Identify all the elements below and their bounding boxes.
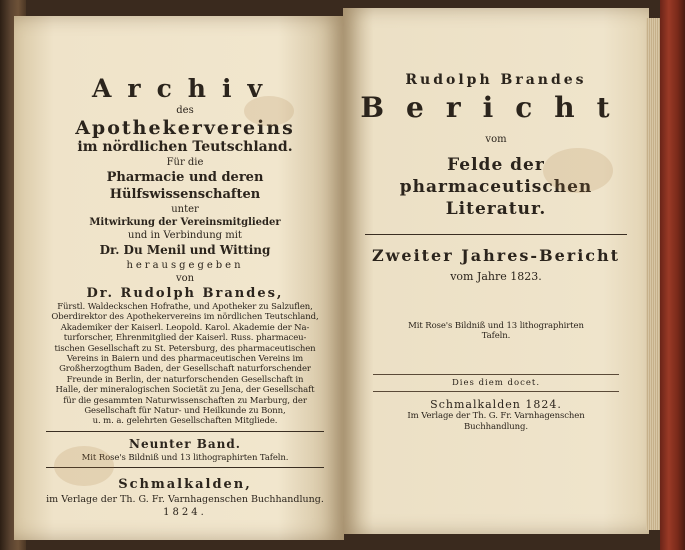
divider-rule [373, 374, 619, 375]
paper-stain [54, 446, 114, 486]
in-verbindung-line: und in Verbindung mit [128, 230, 242, 241]
editor-titles-block [40, 302, 330, 427]
paper-stain [244, 96, 294, 126]
editor-title-line: Fürstl. Waldeckschen Hofrathe, und Apotheker zu Salzuflen, [57, 302, 313, 312]
plates-line: Mit Rose's Bildniß und 13 lithographirten Tafeln. [81, 452, 289, 463]
editor-name: Dr. Rudolph Brandes, [86, 286, 284, 301]
right-cover [660, 0, 685, 550]
archive-title: Archiv [92, 74, 278, 103]
coeditors-line: Dr. Du Menil und Witting [99, 243, 271, 257]
association-name: Apothekervereins [75, 117, 295, 139]
report-title: Bericht [360, 91, 632, 124]
field-line-1: Felde der pharmaceutischen [399, 155, 593, 197]
editor-title-line: Halle, der mineralogischen Societät zu Jena, der Gesellschaft [55, 385, 315, 396]
right-title-page [343, 8, 649, 534]
editor-title-line: für die gesammten Naturwissenschaften zu Marburg, der [63, 395, 307, 406]
plates-line-2: Tafeln. [481, 331, 511, 342]
field-line: Pharmacie und deren Hülfswissenschaften [106, 170, 264, 202]
paper-stain [543, 148, 613, 193]
report-year-line: vom Jahre 1823. [450, 270, 542, 283]
editor-title-line: Großherzogthum Baden, der Gesellschaft naturforschender [59, 364, 311, 375]
place-line: Schmalkalden, [118, 477, 252, 493]
publisher-line: im Verlage der Th. G. Fr. Varnhagenschen Buchhandlung. [46, 494, 324, 506]
des-line: des [176, 105, 194, 116]
publisher-line-1: Im Verlage der Th. G. Fr. Varnhagenschen [407, 411, 585, 422]
author-line: Rudolph Brandes [405, 72, 587, 88]
motto-line: Dies diem docet. [451, 377, 541, 388]
vom-line: vom [485, 134, 507, 145]
place-year-line: Schmalkalden 1824. [430, 398, 562, 412]
herausgegeben-line: herausgegeben [126, 260, 244, 271]
editor-title-line: u. m. a. gelehrten Gesellschaften Mitgliede. [92, 416, 278, 427]
fuer-die-line: Für die [166, 157, 204, 168]
divider-rule [46, 431, 324, 432]
editor-title-line: turforscher, Ehrenmitglied der Kaiserl. Russ. pharmaceu- [63, 333, 307, 344]
editor-title-line: tischen Gesellschaft zu St. Petersburg, des pharmaceutischen [54, 343, 316, 354]
cooperation-line: Mitwirkung der Vereinsmitglieder [89, 217, 281, 228]
left-title-page [14, 16, 344, 540]
divider-rule [373, 391, 619, 392]
editor-title-line: Freunde in Berlin, der naturforschenden Gesellschaft in [66, 374, 304, 385]
field-line-2: Literatur. [445, 199, 547, 219]
editor-title-line: Vereins in Baiern und des pharmaceutischen Vereins im [66, 354, 304, 365]
plates-line-1: Mit Rose's Bildniß und 13 lithographirten [408, 321, 584, 331]
editor-title-line: Gesellschaft für Natur- und Heilkunde zu Bonn, [84, 406, 286, 417]
year-line: 1824. [163, 507, 207, 519]
unter-line: unter [171, 204, 199, 215]
volume-line: Neunter Band. [129, 436, 241, 451]
annual-report-line: Zweiter Jahres-Bericht [371, 246, 621, 265]
publisher-line-2: Buchhandlung. [464, 421, 528, 432]
editor-title-line: Oberdirektor des Apothekervereins im nördlichen Teutschland, [51, 312, 319, 323]
region-line: im nördlichen Teutschland. [77, 139, 293, 155]
editor-title-line: Akademiker der Kaiserl. Leopold. Karol. Akademie der Na- [60, 322, 310, 333]
divider-rule [365, 234, 627, 235]
von-line: von [175, 273, 195, 284]
